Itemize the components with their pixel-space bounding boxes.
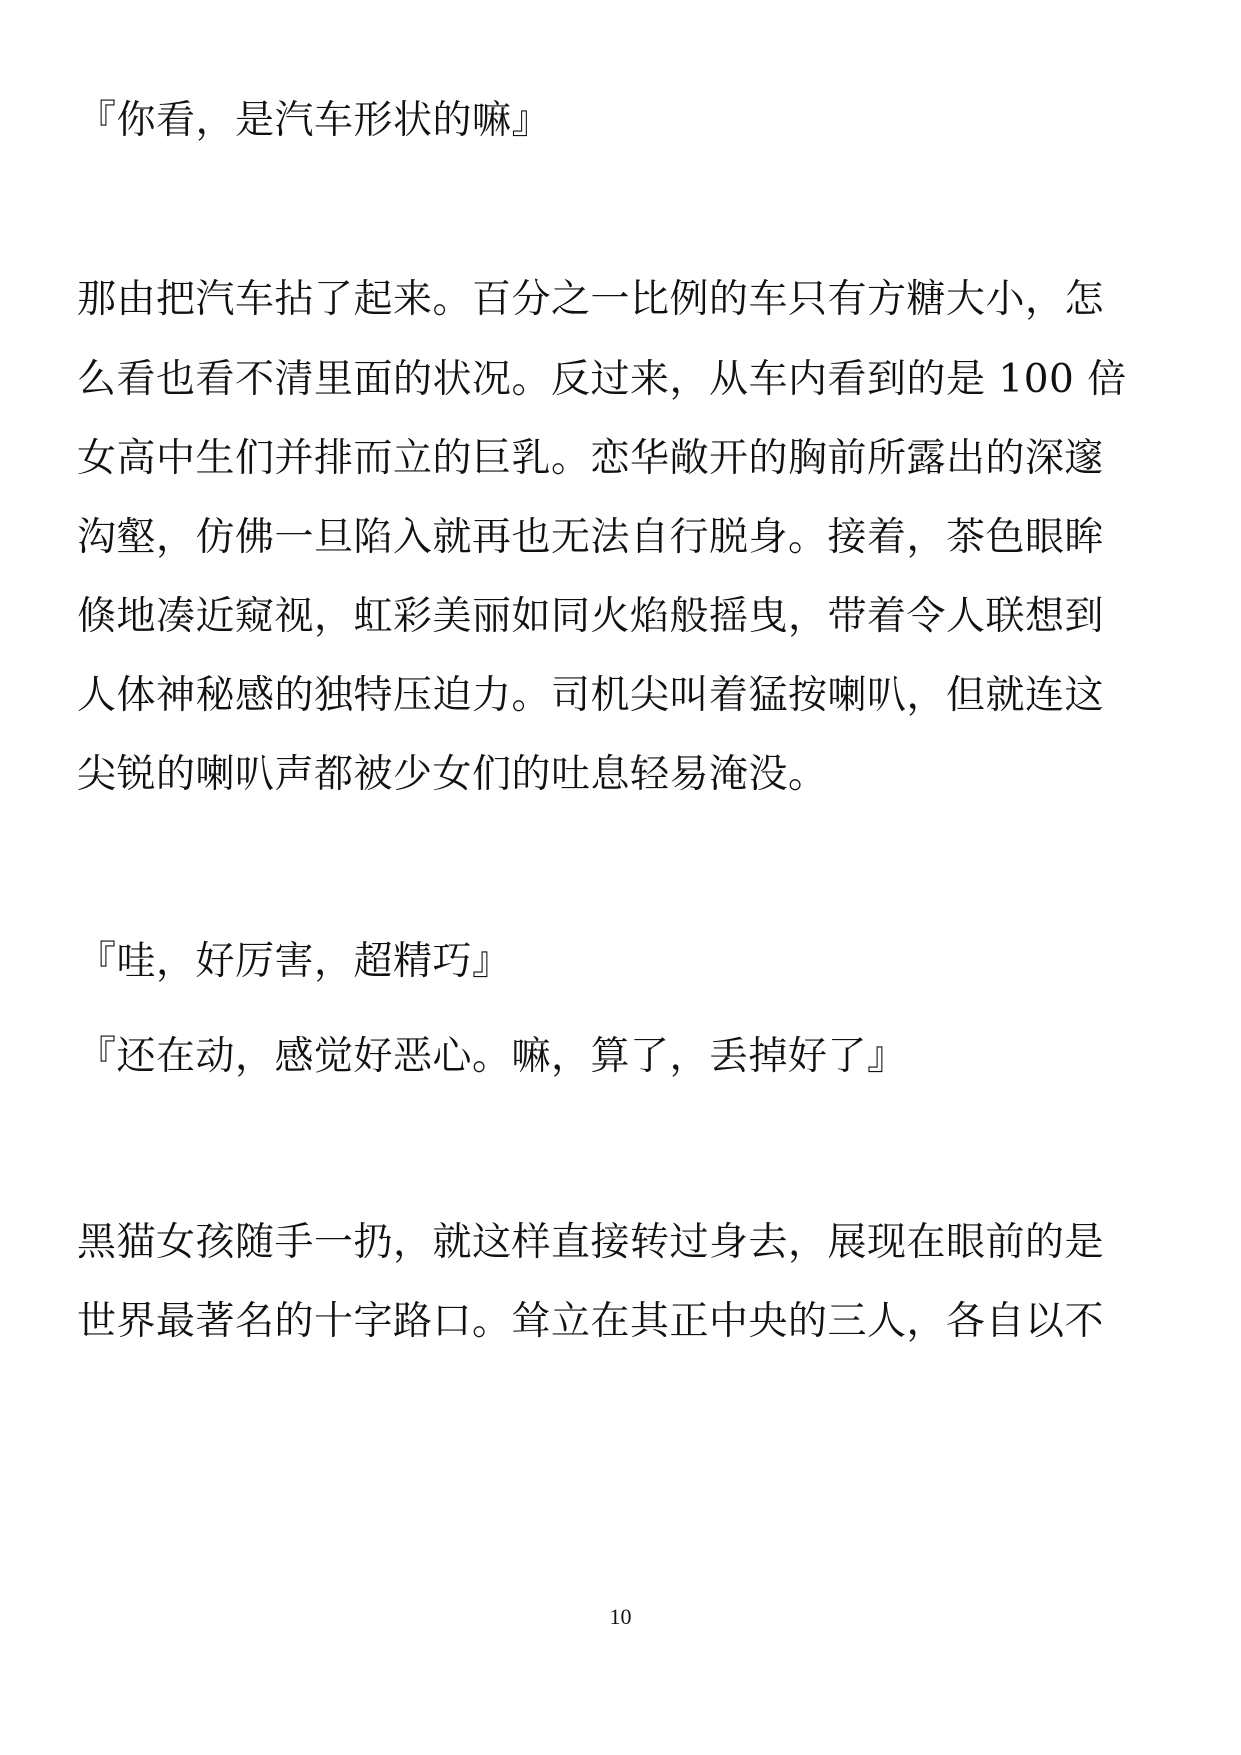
dialogue-line: 『还在动，感觉好恶心。嘛，算了，丢掉好了』 (77, 1034, 907, 1079)
page-number: 10 (609, 1604, 632, 1629)
paragraph-line: 黑猫女孩随手一扔，就这样直接转过身去，展现在眼前的是 (77, 1220, 1105, 1265)
dialogue-line: 『哇，好厉害，超精巧』 (77, 939, 512, 984)
dialogue-line: 『你看，是汽车形状的嘛』 (77, 98, 552, 143)
paragraph-line: 世界最著名的十字路口。耸立在其正中央的三人，各自以不 (77, 1299, 1105, 1344)
paragraph-line: 那由把汽车拈了起来。百分之一比例的车只有方糖大小，怎 (77, 277, 1105, 322)
paragraph-line: 沟壑，仿佛一旦陷入就再也无法自行脱身。接着，茶色眼眸 (77, 515, 1105, 560)
paragraph-line: 么看也看不清里面的状况。反过来，从车内看到的是 100 倍 (77, 357, 1127, 402)
paragraph-line: 女高中生们并排而立的巨乳。恋华敞开的胸前所露出的深邃 (77, 436, 1105, 481)
paragraph-line: 尖锐的喇叭声都被少女们的吐息轻易淹没。 (77, 752, 828, 797)
paragraph-line: 人体神秘感的独特压迫力。司机尖叫着猛按喇叭，但就连这 (77, 673, 1105, 718)
paragraph-line: 倏地凑近窥视，虹彩美丽如同火焰般摇曳，带着令人联想到 (77, 594, 1105, 639)
